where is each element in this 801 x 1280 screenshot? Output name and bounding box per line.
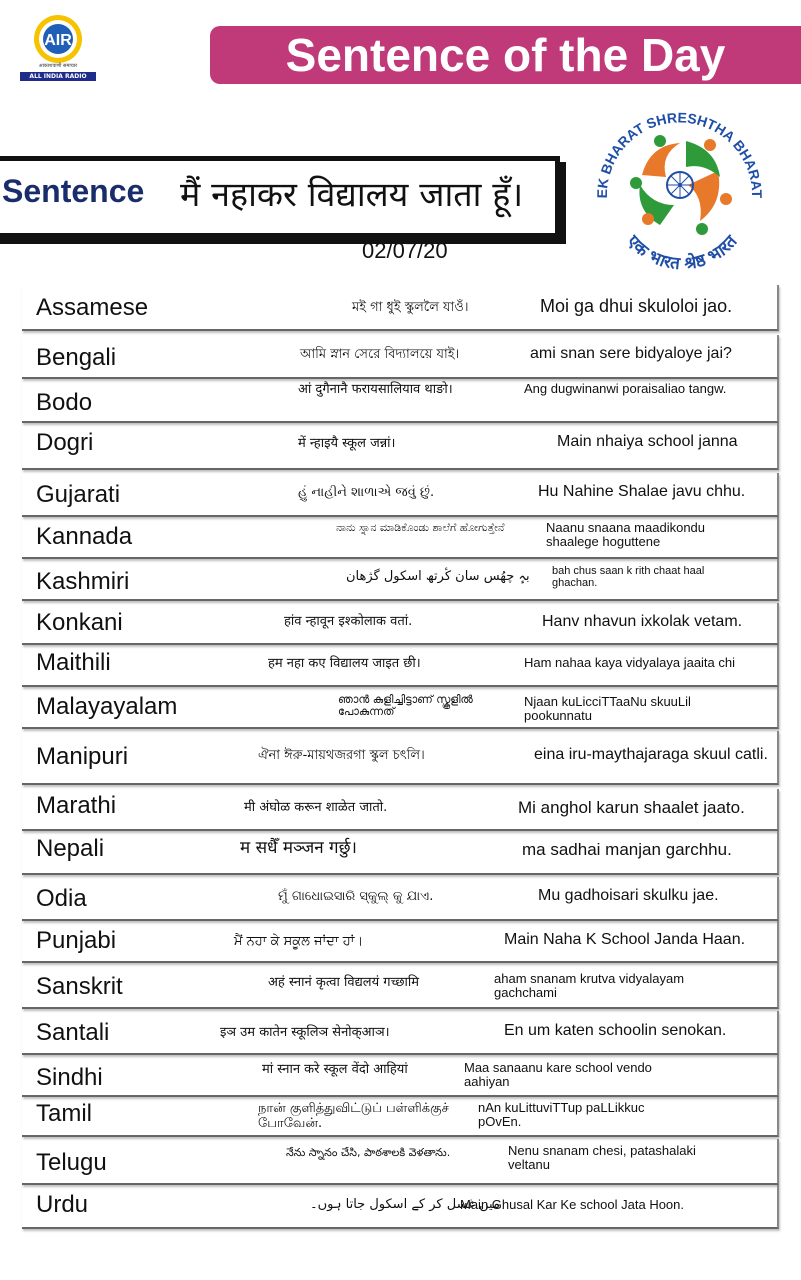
language-name: Dogri: [36, 429, 94, 456]
table-row: [22, 687, 779, 729]
svg-text:एक भारत श्रेष्ठ भारत: [622, 231, 742, 275]
language-name: Urdu: [36, 1191, 89, 1218]
native-sentence: আমি স্নান সেরে বিদ্যালয়ে যাই।: [300, 347, 460, 362]
language-name: Sindhi: [36, 1064, 103, 1091]
native-sentence: ମୁଁ ଗାଧୋଇସାରି ସ୍କୁଲ୍ କୁ ଯାଏ.: [278, 889, 434, 904]
native-sentence: بہٕ چھُس سان کٔرتھ اسکول گژھان: [346, 569, 530, 584]
table-row: [22, 1097, 779, 1137]
transliteration: Nenu snanam chesi, patashalaki veltanu: [508, 1143, 696, 1172]
table-row: [22, 423, 779, 470]
native-sentence: நான் குளித்துவிட்டுப் பள்ளிக்குச் போவேன்.: [258, 1101, 449, 1131]
native-sentence: आं दुगैनानै फरायसालियाव थाङो।: [298, 382, 453, 397]
transliteration: eina iru-maythajaraga skuul catli.: [534, 746, 768, 763]
transliteration: Main Ghusal Kar Ke school Jata Hoon.: [460, 1197, 685, 1212]
native-sentence: ঐনা ঈরু-মায়থজরগা স্কুল চৎলি।: [258, 748, 425, 763]
table-row: [22, 559, 779, 601]
native-sentence: মই গা ধুই স্কুললৈ যাওঁ।: [352, 300, 469, 315]
transliteration: Maa sanaanu kare school vendo aahiyan: [464, 1060, 652, 1089]
native-sentence: म सधैँ मञ्जन गर्छु।: [240, 838, 357, 858]
air-logo-sub: आकाशवाणी समाचार: [38, 63, 78, 69]
transliteration: Hu Nahine Shalae javu chhu.: [538, 483, 746, 500]
language-name: Kannada: [36, 523, 133, 550]
native-sentence: हम नहा कए विद्यालय जाइत छी।: [268, 656, 421, 671]
language-name: Tamil: [36, 1100, 93, 1127]
table-row: [22, 1185, 779, 1229]
transliteration: ma sadhai manjan garchhu.: [522, 840, 732, 859]
native-sentence: ഞാൻ കുളിച്ചിട്ടാണ് സ്കൂളിൽ പോകുന്നത്: [338, 693, 473, 718]
table-row: [22, 473, 779, 517]
transliteration: Mi anghol karun shaalet jaato.: [518, 798, 745, 817]
air-logo-caption: ALL INDIA RADIO NEWS: [20, 72, 96, 81]
native-sentence: इञ उम कातेन स्कूलिञ सेनोक्आञ।: [220, 1025, 390, 1040]
transliteration: Main Naha K School Janda Haan.: [504, 931, 746, 948]
table-row: [22, 379, 779, 423]
language-name: Marathi: [36, 792, 117, 819]
native-sentence: ನಾನು ಸ್ನಾನ ಮಾಡಿಕೊಂಡು ಶಾಲೆಗೆ ಹೋಗುತ್ತೇನೆ: [336, 521, 505, 534]
table-row: [22, 285, 779, 331]
language-name: Santali: [36, 1019, 110, 1046]
native-sentence: હું નાહીને શાળાએ જવું છું.: [298, 485, 435, 500]
transliteration: nAn kuLittuviTTup paLLikkuc pOvEn.: [478, 1100, 645, 1129]
transliteration: Hanv nhavun ixkolak vetam.: [542, 613, 743, 630]
transliteration: Njaan kuLicciTTaaNu skuuLil pookunnatu: [524, 694, 691, 723]
table-row: [22, 517, 779, 559]
transliteration: En um katen schoolin senokan.: [504, 1022, 727, 1039]
transliteration: Ang dugwinanwi poraisaliao tangw.: [524, 381, 727, 396]
transliteration: Ham nahaa kaya vidyalaya jaaita chi: [524, 655, 736, 670]
ebsb-logo: [582, 95, 772, 285]
native-sentence: अहं स्नानं कृत्वा विद्यलयं गच्छामि: [268, 975, 420, 990]
language-name: Assamese: [36, 294, 149, 321]
ebsb-bottom-text: एक भारत श्रेष्ठ भारत: [622, 231, 742, 275]
native-sentence: నేను స్నానం చేసి, పాఠశాలకి వెళతాను.: [286, 1146, 451, 1159]
transliteration: aham snanam krutva vidyalayam gachchami: [494, 971, 685, 1000]
transliteration: Naanu snaana maadikondu shaalege hoguttene: [546, 520, 706, 549]
table-row: [22, 877, 779, 921]
language-name: Odia: [36, 885, 87, 912]
table-row: [22, 963, 779, 1009]
native-sentence: में न्हाइयै स्कूल जन्नां।: [298, 436, 396, 451]
language-name: Kashmiri: [36, 568, 130, 595]
language-name: Sanskrit: [36, 973, 123, 1000]
language-name: Manipuri: [36, 743, 129, 770]
transliteration: Moi ga dhui skuloloi jao.: [540, 296, 733, 316]
banner-title: Sentence of the Day: [285, 29, 726, 81]
language-name: Malayayalam: [36, 693, 178, 720]
table-row: [22, 789, 779, 831]
language-name: Nepali: [36, 835, 105, 862]
table-row: [22, 1139, 779, 1185]
date: 02/07/20: [362, 238, 448, 263]
table-row: [22, 921, 779, 963]
native-sentence: ਮੈਂ ਨਹਾ ਕੇ ਸਕੂਲ ਜਾਂਦਾ ਹਾਂ।: [234, 934, 364, 949]
sentence-label: Sentence: [2, 173, 145, 209]
transliteration: ami snan sere bidyaloye jai?: [530, 345, 732, 362]
language-name: Bengali: [36, 344, 117, 371]
transliteration: bah chus saan k rith chaat haal ghachan.: [552, 565, 705, 589]
table-row: [22, 645, 779, 687]
language-name: Maithili: [36, 649, 111, 676]
sentence-text: मैं नहाकर विद्यालय जाता हूँ।: [180, 175, 524, 215]
ebsb-top-text: EK BHARAT SHRESHTHA BHARAT: [593, 109, 766, 199]
table-row: [22, 831, 779, 875]
language-name: Punjabi: [36, 927, 117, 954]
native-sentence: मी अंघोळ करून शाळेत जातो.: [244, 800, 388, 815]
transliteration: Main nhaiya school janna: [557, 433, 738, 450]
table-row: [22, 335, 779, 379]
native-sentence: मां स्नान करे स्कूल वेंदो आहियां: [262, 1062, 408, 1077]
svg-text:AIR: AIR: [44, 32, 72, 49]
language-name: Gujarati: [36, 481, 121, 508]
table-row: [22, 1011, 779, 1055]
table-row: [22, 1055, 779, 1097]
table-row: [22, 731, 779, 785]
native-sentence: हांव न्हावून इश्कोलाक वतां.: [284, 614, 413, 629]
native-sentence: میں غسل کر کے اسکول جاتا ہوں۔: [310, 1197, 500, 1212]
transliteration: Mu gadhoisari skulku jae.: [538, 887, 719, 904]
table-row: [22, 603, 779, 645]
language-name: Telugu: [36, 1149, 107, 1176]
language-name: Konkani: [36, 609, 123, 636]
title-banner: [210, 26, 801, 84]
language-name: Bodo: [36, 389, 93, 416]
